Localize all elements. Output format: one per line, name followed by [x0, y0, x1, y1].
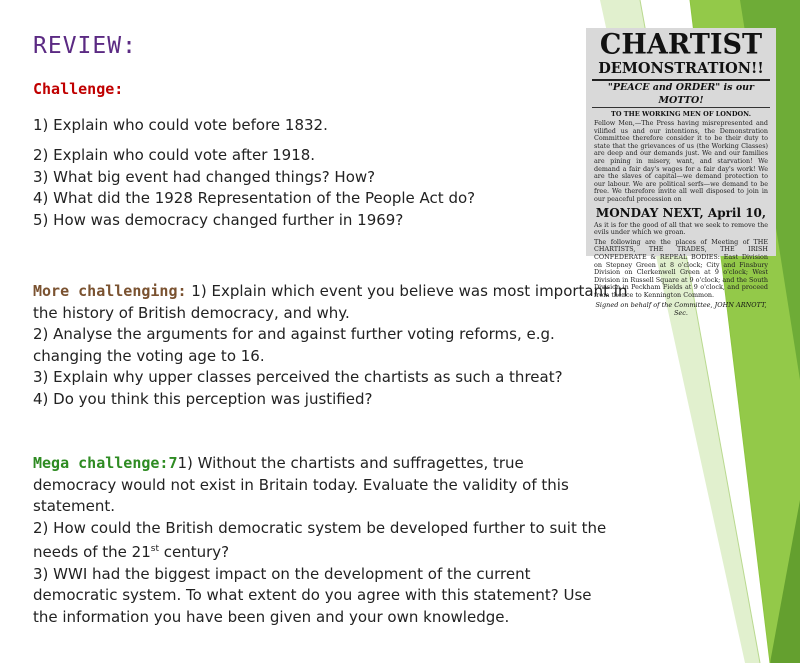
mega-challenge-label: Mega challenge: — [33, 454, 169, 472]
challenge-questions — [33, 145, 475, 231]
mega-challenge-line-7: democratic system. To what extent do you agree with this statement? Use — [33, 586, 592, 604]
mega-challenge-line-3: statement. — [33, 497, 115, 515]
more-challenging-line-3: 2) Analyse the arguments for and against further voting reforms, e.g. — [33, 325, 555, 343]
more-challenging-line-6: 4) Do you think this perception was justified? — [33, 389, 373, 408]
poster-body-1: Fellow Men,—The Press having misrepresented and vilified us and our intentions, the Demonstration Committee therefore consider it to be their duty to state that the grievances of us (the Working Classes) are deep and our demands just. We and our families are pining in misery, want, and starvation! We demand a fair day's wages for a fair day's work! We are the slaves of capital—we demand protection to our labour. We are political serfs—we demand to be free. We therefore invite all well disposed to join in our peaceful procession on — [594, 119, 768, 203]
poster-body-3: The following are the places of Meeting of THE CHARTISTS, THE TRADES, THE IRISH CONFEDERATE & REPEAL BODIES: East Division on Stepney Green at 8 o'clock; City and Finsbury Division on Clerkenwell Green at 9 o'clock; West Division in Russell Square at 9 o'clock; and the South Division in Peckham Fields at 9 o'clock, and proceed from thence to Kennington Common. — [594, 237, 768, 299]
more-challenging-line-5: 3) Explain why upper classes perceived the chartists as such a threat? — [33, 368, 563, 386]
mega-challenge-section — [33, 453, 606, 628]
poster-heading: CHARTIST — [599, 28, 763, 61]
challenge-question-4: 4) What did the 1928 Representation of the People Act do? — [33, 189, 476, 207]
more-challenging-line-1: 1) Explain which event you believe was most important in — [186, 282, 628, 300]
poster-date: MONDAY NEXT, April 10, — [595, 205, 767, 220]
challenge-question-5: 5) How was democracy changed further in 1969? — [33, 210, 404, 229]
poster-motto: "PEACE and ORDER" is our MOTTO! — [592, 81, 770, 108]
challenge-question-1: 1) Explain who could vote before 1832. — [33, 116, 328, 134]
challenge-question-2: 2) Explain who could vote after 1918. — [33, 146, 316, 164]
challenge-question-3: 3) What big event had changed things? How? — [33, 167, 376, 186]
mega-challenge-line-4: 2) How could the British democratic system be developed further to suit the — [33, 518, 607, 537]
mega-challenge-line-8: the information you have been given and your own knowledge. — [33, 607, 510, 626]
challenge-question-1-block — [33, 115, 328, 137]
mega-challenge-line-5a: needs of the 21 — [33, 543, 151, 561]
chartist-poster-image — [586, 28, 776, 318]
poster-to-line: TO THE WORKING MEN OF LONDON. — [611, 110, 751, 118]
mega-challenge-line-5b: century? — [159, 543, 230, 561]
poster-body-2: As it is for the good of all that we seek to remove the evils under which we groan. — [594, 220, 768, 237]
page-title: REVIEW: — [33, 33, 137, 59]
more-challenging-section — [33, 281, 627, 410]
mega-challenge-superscript: st — [150, 544, 159, 554]
challenge-label: Challenge: — [33, 80, 124, 98]
more-challenging-label: More challenging: — [33, 282, 187, 300]
more-challenging-line-4: changing the voting age to 16. — [33, 346, 265, 365]
challenge-section — [33, 79, 123, 101]
mega-challenge-line-2: democracy would not exist in Britain today. Evaluate the validity of this — [33, 475, 569, 494]
poster-subheading: DEMONSTRATION!! — [592, 60, 770, 81]
mega-challenge-label-suffix: 7 — [168, 454, 178, 472]
mega-challenge-line-6: 3) WWI had the biggest impact on the development of the current — [33, 564, 531, 583]
more-challenging-line-2: the history of British democracy, and why. — [33, 303, 350, 322]
poster-signed: Signed on behalf of the Committee, JOHN ARNOTT, Sec. — [595, 301, 767, 318]
mega-challenge-line-1: 1) Without the chartists and suffragettes, true — [177, 454, 524, 472]
